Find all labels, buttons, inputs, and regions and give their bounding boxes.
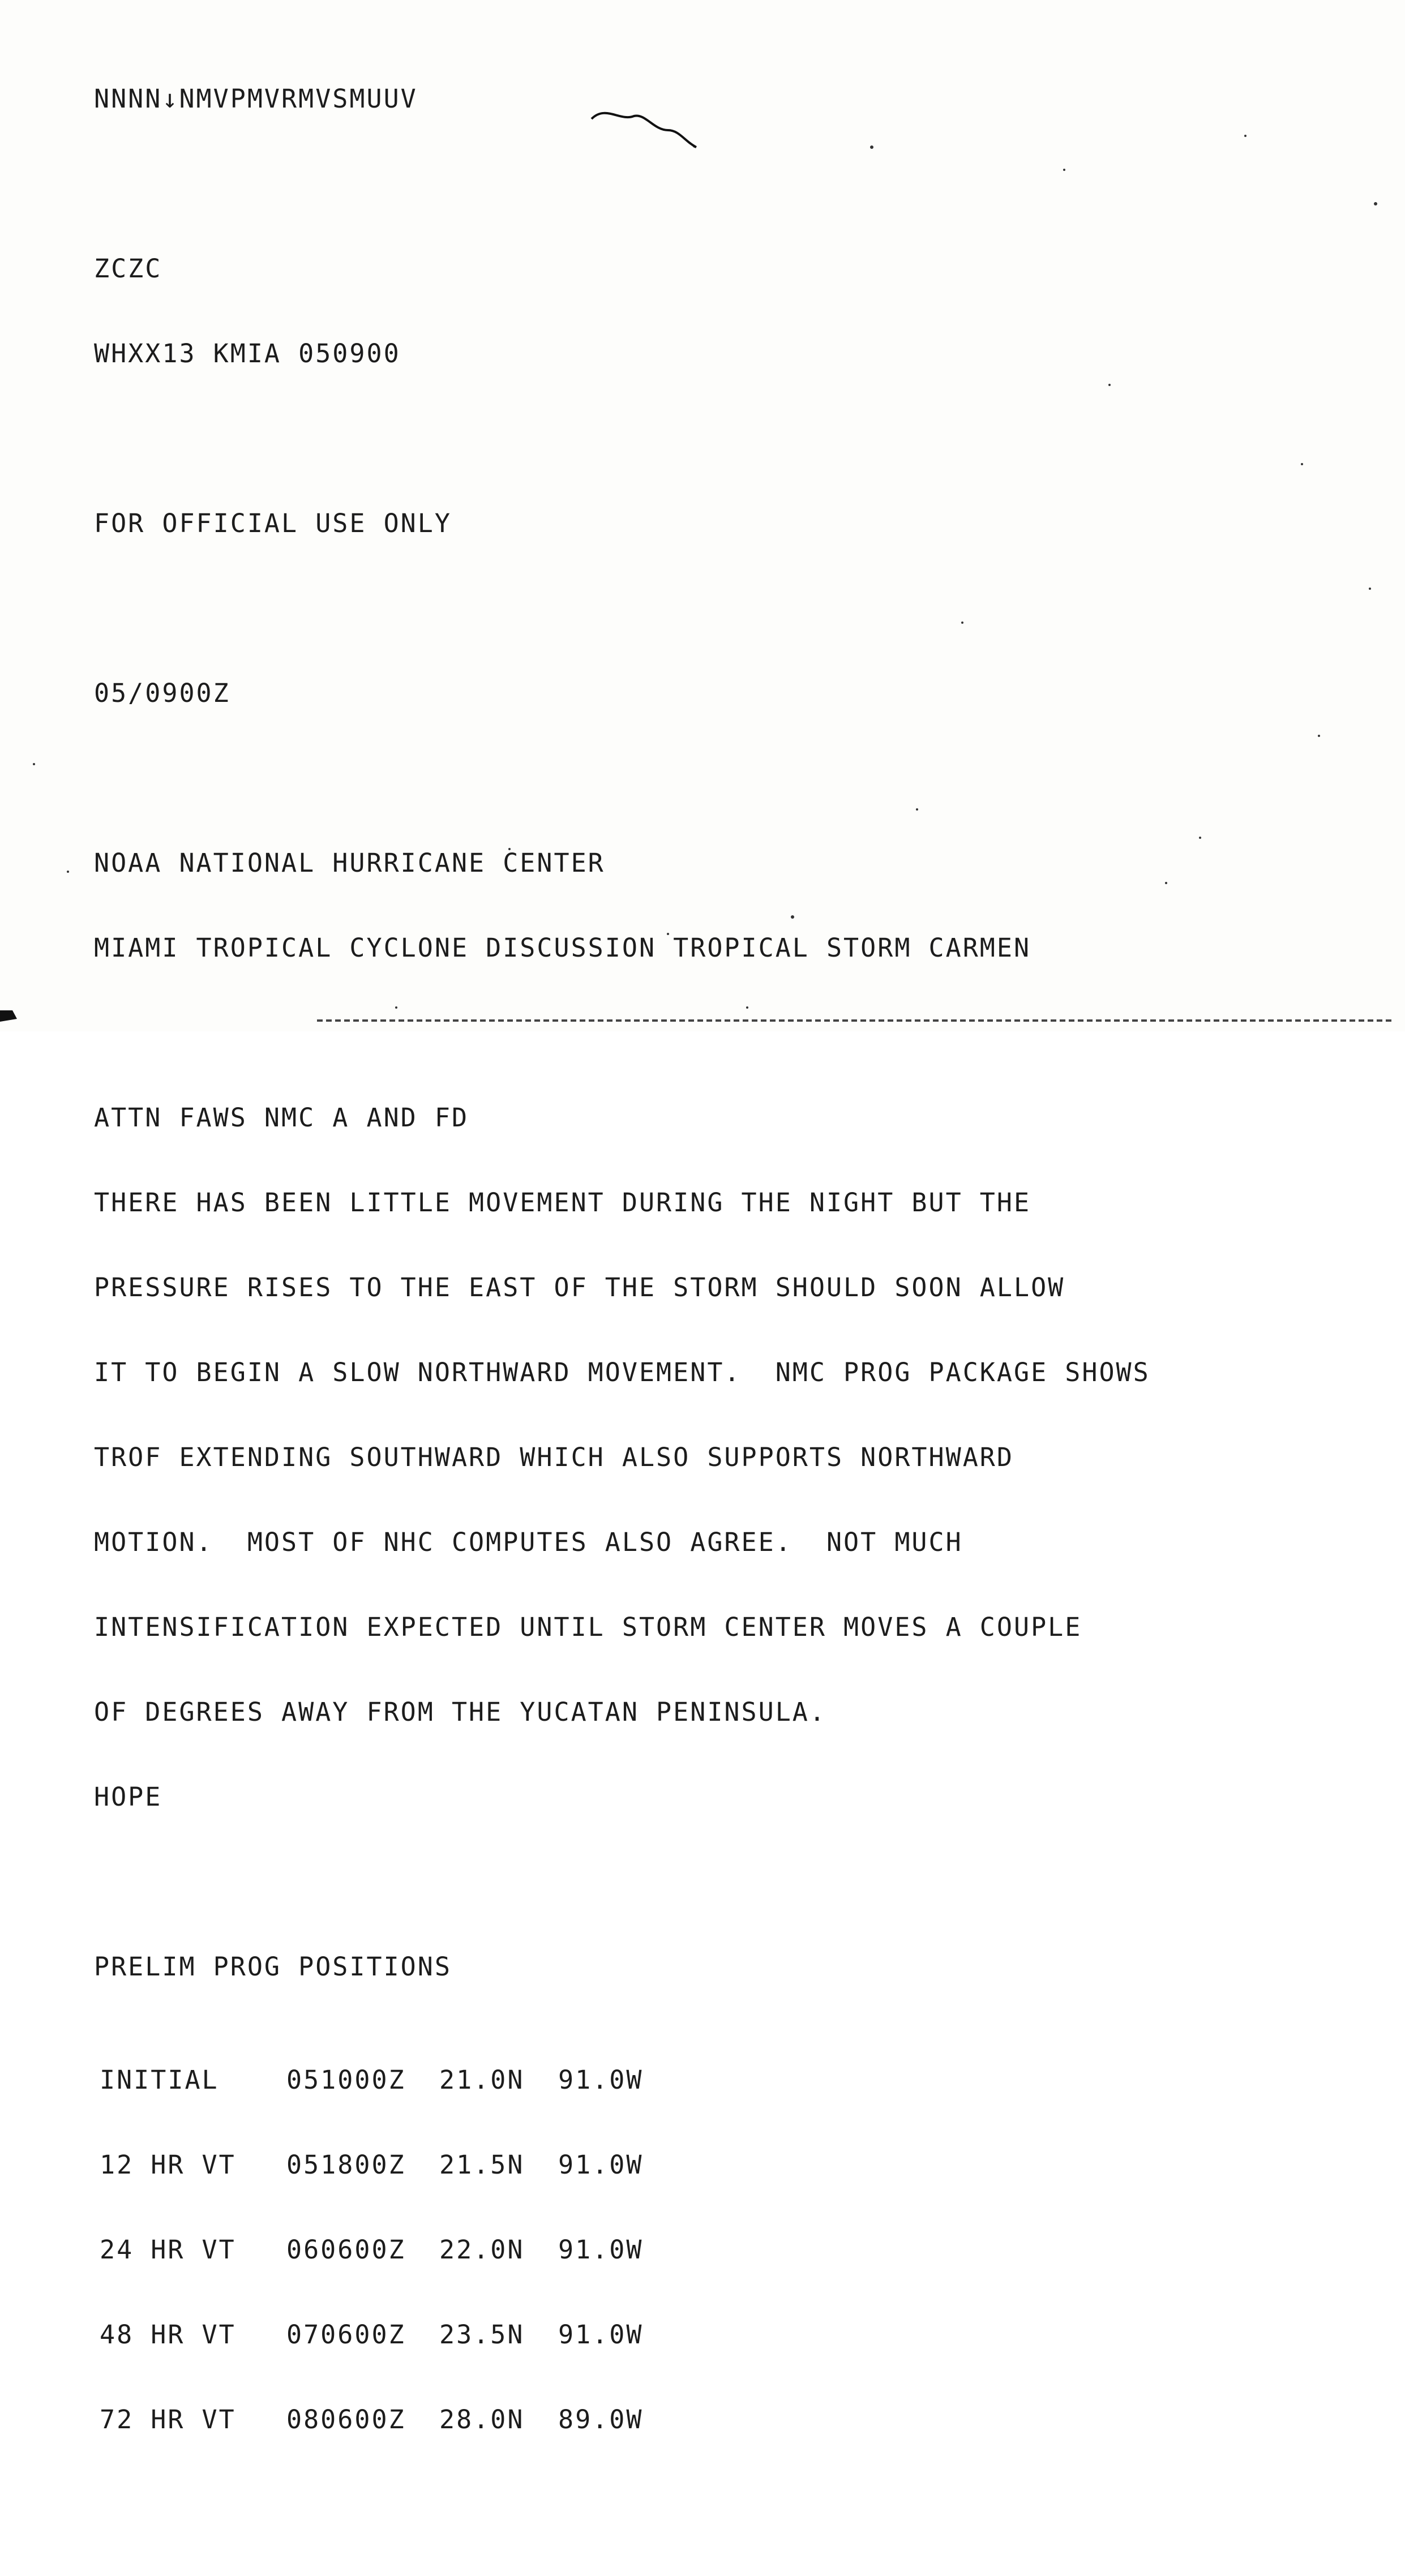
position-time: 060600Z [286,2235,406,2265]
product-title: MIAMI TROPICAL CYCLONE DISCUSSION TROPICAL STORM CARMEN [94,933,1031,963]
position-label: 72 HR VT [100,2404,236,2434]
classification: FOR OFFICIAL USE ONLY [94,508,452,538]
position-lon: 91.0W [558,2065,644,2095]
torn-edge-perforation [317,1016,1393,1027]
position-time: 051800Z [286,2150,406,2180]
position-row [94,2406,1150,2434]
discussion-line: INTENSIFICATION EXPECTED UNTIL STORM CENTER MOVES A COUPLE [94,1612,1082,1642]
agency-name: NOAA NATIONAL HURRICANE CENTER [94,848,605,878]
position-lat: 23.5N [439,2320,525,2350]
position-label: 12 HR VT [100,2150,236,2180]
positions-title: PRELIM PROG POSITIONS [94,1952,452,1982]
discussion-line: THERE HAS BEEN LITTLE MOVEMENT DURING THE NIGHT BUT THE [94,1188,1031,1218]
discussion-line: IT TO BEGIN A SLOW NORTHWARD MOVEMENT. NMC PROG PACKAGE SHOWS [94,1357,1150,1387]
position-lon: 89.0W [558,2404,644,2434]
position-time: 070600Z [286,2320,406,2350]
position-lon: 91.0W [558,2150,644,2180]
position-time: 080600Z [286,2404,406,2434]
position-label: 24 HR VT [100,2235,236,2265]
header-code: NNNN↓NMVPMVRMVSMUUV [94,84,418,114]
position-row [94,2236,1150,2264]
discussion-line: PRESSURE RISES TO THE EAST OF THE STORM SHOULD SOON ALLOW [94,1272,1065,1302]
teletype-message [94,28,1150,2491]
discussion-line: MOTION. MOST OF NHC COMPUTES ALSO AGREE. NOT MUCH [94,1527,963,1557]
position-lon: 91.0W [558,2235,644,2265]
position-lat: 22.0N [439,2235,525,2265]
zczc-marker: ZCZC [94,254,162,284]
position-row [94,2066,1150,2094]
discussion-line: OF DEGREES AWAY FROM THE YUCATAN PENINSULA. [94,1697,826,1727]
wmo-header: WHXX13 KMIA 050900 [94,338,401,368]
position-row [94,2151,1150,2179]
position-row [94,2321,1150,2349]
position-lat: 21.5N [439,2150,525,2180]
discussion-line: TROF EXTENDING SOUTHWARD WHICH ALSO SUPPORTS NORTHWARD [94,1442,1014,1472]
position-time: 051000Z [286,2065,406,2095]
issue-datetime: 05/0900Z [94,678,230,708]
position-lat: 21.0N [439,2065,525,2095]
signature-line: HOPE [94,1782,162,1812]
position-label: INITIAL [100,2065,219,2095]
position-lon: 91.0W [558,2320,644,2350]
attn-line: ATTN FAWS NMC A AND FD [94,1103,469,1133]
position-lat: 28.0N [439,2404,525,2434]
position-label: 48 HR VT [100,2320,236,2350]
